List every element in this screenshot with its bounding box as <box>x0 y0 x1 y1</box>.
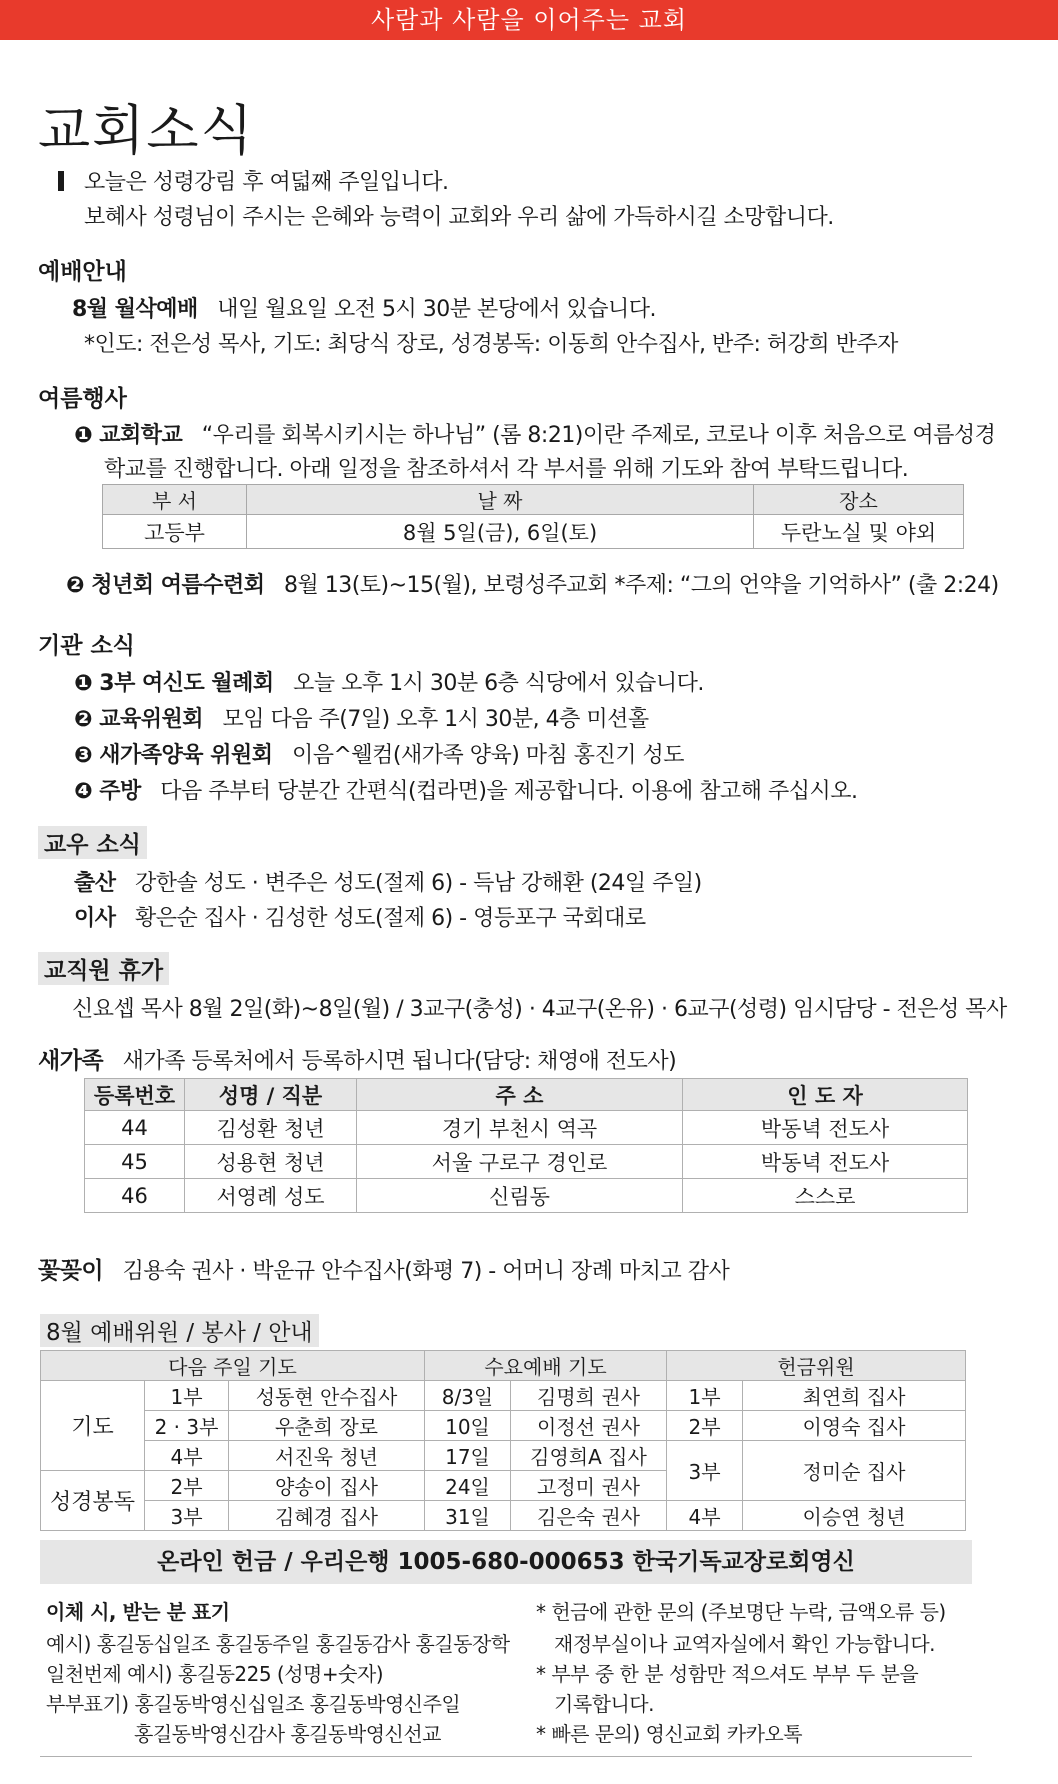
table-cell: 고등부 <box>103 515 247 549</box>
table-cell: 서진욱 청년 <box>229 1441 425 1471</box>
table-cell: 우춘희 장로 <box>229 1411 425 1441</box>
table-cell: 2부 <box>667 1411 743 1441</box>
newfamily-line <box>38 1042 676 1075</box>
servers-table <box>40 1350 966 1531</box>
table-cell: 44 <box>85 1111 185 1145</box>
org-item-label: ❸ 새가족양육 위원회 <box>74 743 273 768</box>
flowers-heading: 꽃꽂이 <box>38 1258 104 1284</box>
bottom-divider <box>40 1756 972 1757</box>
table-cell: 양송이 집사 <box>229 1471 425 1501</box>
org-item-label: ❷ 교육위원회 <box>74 707 204 732</box>
members-item-text: 황은순 집사 · 김성한 성도(절제 6) - 영등포구 국회대로 <box>135 906 646 931</box>
members-heading: 교우 소식 <box>38 826 147 859</box>
table-header: 장소 <box>754 485 964 515</box>
page-title: 교회소식 <box>38 99 255 162</box>
org-item <box>74 702 649 733</box>
members-item-text: 강한솔 성도 · 변주은 성도(절제 6) - 득남 강해환 (24일 주일) <box>135 871 702 896</box>
online-left-line: 홍길동박영신감사 홍길동박영신선교 <box>134 1722 441 1746</box>
online-left-line: 예시) 홍길동십일조 홍길동주일 홍길동감사 홍길동장학 <box>46 1632 510 1656</box>
summer-schedule-table <box>102 484 964 549</box>
org-item-text: 오늘 오후 1시 30분 6층 식당에서 있습니다. <box>293 671 704 696</box>
online-left-line: 부부표기) 홍길동박영신십일조 홍길동박영신주일 <box>46 1692 461 1716</box>
table-header-row <box>103 485 964 515</box>
table-cell: 두란노실 및 야외 <box>754 515 964 549</box>
table-cell: 31일 <box>425 1501 511 1531</box>
online-left-line: 일천번제 예시) 홍길동225 (성명+숫자) <box>46 1662 384 1686</box>
table-header: 날 짜 <box>247 485 754 515</box>
table-cell: 17일 <box>425 1441 511 1471</box>
table-header: 수요예배 기도 <box>425 1351 667 1381</box>
staff-heading: 교직원 휴가 <box>38 952 169 985</box>
intro-line-1 <box>58 165 449 196</box>
table-cell: 김영희A 집사 <box>511 1441 667 1471</box>
summer-item-2-label: ❷ 청년회 여름수련회 <box>66 573 265 598</box>
summer-item-1-text-2: 학교를 진행합니다. 아래 일정을 참조하셔서 각 부서를 위해 기도와 참여 부탁드립니다. <box>104 457 909 482</box>
online-right-line: * 헌금에 관한 문의 (주보명단 누락, 금액오류 등) <box>536 1600 946 1624</box>
newfamily-heading: 새가족 <box>38 1048 104 1074</box>
table-row <box>103 515 964 549</box>
table-cell: 성동현 안수집사 <box>229 1381 425 1411</box>
table-cell: 고정미 권사 <box>511 1471 667 1501</box>
table-row <box>85 1145 968 1179</box>
table-row <box>41 1501 966 1531</box>
worship-line <box>72 292 656 323</box>
table-cell: 정미순 집사 <box>743 1441 966 1501</box>
org-item-text: 모임 다음 주(7일) 오후 1시 30분, 4층 미션홀 <box>222 707 649 732</box>
staff-text: 신요셉 목사 8월 2일(화)~8일(월) / 3교구(충성) · 4교구(온유) · 6교구(성령) 임시담당 - 전은성 목사 <box>72 997 1007 1022</box>
table-cell: 4부 <box>667 1501 743 1531</box>
table-header: 등록번호 <box>85 1079 185 1111</box>
table-row <box>41 1381 966 1411</box>
table-cell: 24일 <box>425 1471 511 1501</box>
table-cell: 3부 <box>667 1441 743 1501</box>
table-header-row <box>85 1079 968 1111</box>
online-offering-title: 온라인 헌금 / 우리은행 1005-680-000653 한국기독교장로회영신 <box>40 1540 972 1584</box>
intro-text-1: 오늘은 성령강림 후 여덟째 주일입니다. <box>84 170 449 195</box>
members-item-label: 출산 <box>74 871 116 896</box>
table-cell: 김은숙 권사 <box>511 1501 667 1531</box>
intro-line-2: 보혜사 성령님이 주시는 은혜와 능력이 교회와 우리 삶에 가득하시길 소망합니다. <box>84 205 834 230</box>
table-cell: 박동녁 전도사 <box>683 1111 968 1145</box>
org-item-text: 이음^웰컴(새가족 양육) 마침 홍진기 성도 <box>291 743 685 768</box>
flowers-text: 김용숙 권사 · 박운규 안수집사(화평 7) - 어머니 장례 마치고 감사 <box>122 1259 730 1284</box>
servers-heading: 8월 예배위원 / 봉사 / 안내 <box>40 1314 319 1347</box>
table-cell: 박동녁 전도사 <box>683 1145 968 1179</box>
table-cell: 성용현 청년 <box>185 1145 357 1179</box>
table-row <box>41 1441 966 1471</box>
table-cell: 서울 구로구 경인로 <box>357 1145 683 1179</box>
org-item <box>74 774 857 805</box>
top-banner: 사람과 사람을 이어주는 교회 <box>0 0 1058 40</box>
org-item-label: ❹ 주방 <box>74 779 141 804</box>
table-cell: 이승연 청년 <box>743 1501 966 1531</box>
table-cell: 10일 <box>425 1411 511 1441</box>
table-cell: 스스로 <box>683 1179 968 1213</box>
table-row <box>41 1411 966 1441</box>
newfamily-text: 새가족 등록처에서 등록하시면 됩니다(담당: 채영애 전도사) <box>122 1049 677 1074</box>
summer-item-1 <box>74 418 995 449</box>
summer-item-2-text: 8월 13(토)~15(월), 보령성주교회 *주제: “그의 언약을 기억하사” (출 2:24) <box>283 573 999 598</box>
table-cell: 최연희 집사 <box>743 1381 966 1411</box>
online-left-heading: 이체 시, 받는 분 표기 <box>46 1600 230 1624</box>
table-cell: 46 <box>85 1179 185 1213</box>
org-item-label: ❶ 3부 여신도 월례회 <box>74 671 274 696</box>
flowers-line <box>38 1252 729 1285</box>
org-item-text: 다음 주부터 당분간 간편식(컵라면)을 제공합니다. 이용에 참고해 주십시오. <box>160 779 858 804</box>
table-cell: 1부 <box>145 1381 229 1411</box>
worship-heading: 예배안내 <box>38 259 127 285</box>
prayer-label: 기도 <box>41 1381 145 1471</box>
table-cell: 8/3일 <box>425 1381 511 1411</box>
table-header-row <box>41 1351 966 1381</box>
table-cell: 2 · 3부 <box>145 1411 229 1441</box>
worship-text: 내일 월요일 오전 5시 30분 본당에서 있습니다. <box>217 297 656 322</box>
table-header: 부 서 <box>103 485 247 515</box>
members-item <box>74 866 702 897</box>
table-header: 성명 / 직분 <box>185 1079 357 1111</box>
table-cell: 3부 <box>145 1501 229 1531</box>
bullet-bar-icon <box>58 171 64 191</box>
table-header: 인 도 자 <box>683 1079 968 1111</box>
table-cell: 4부 <box>145 1441 229 1471</box>
table-header: 주 소 <box>357 1079 683 1111</box>
table-header: 다음 주일 기도 <box>41 1351 425 1381</box>
table-header: 헌금위원 <box>667 1351 966 1381</box>
summer-heading: 여름행사 <box>38 386 127 412</box>
table-cell: 1부 <box>667 1381 743 1411</box>
table-cell: 김혜경 집사 <box>229 1501 425 1531</box>
members-item-label: 이사 <box>74 906 116 931</box>
reading-label: 성경봉독 <box>41 1471 145 1531</box>
online-right-line: * 부부 중 한 분 성함만 적으셔도 부부 두 분을 <box>536 1662 919 1686</box>
worship-note: *인도: 전은성 목사, 기도: 최당식 장로, 성경봉독: 이동희 안수집사, 반주: 허강희 반주자 <box>84 332 898 357</box>
org-item <box>74 738 684 769</box>
table-cell: 신림동 <box>357 1179 683 1213</box>
table-cell: 8월 5일(금), 6일(토) <box>247 515 754 549</box>
table-cell: 경기 부천시 역곡 <box>357 1111 683 1145</box>
summer-item-1-label: ❶ 교회학교 <box>74 423 183 448</box>
table-row <box>85 1179 968 1213</box>
table-cell: 이영숙 집사 <box>743 1411 966 1441</box>
table-row <box>85 1111 968 1145</box>
online-right-line: * 빠른 문의) 영신교회 카카오톡 <box>536 1722 803 1746</box>
table-cell: 2부 <box>145 1471 229 1501</box>
table-cell: 45 <box>85 1145 185 1179</box>
summer-item-2 <box>66 568 999 599</box>
org-item <box>74 666 704 697</box>
members-item <box>74 901 646 932</box>
table-cell: 이정선 권사 <box>511 1411 667 1441</box>
table-cell: 김성환 청년 <box>185 1111 357 1145</box>
online-right-line: 기록합니다. <box>554 1692 654 1716</box>
table-cell: 김명희 권사 <box>511 1381 667 1411</box>
worship-label: 8월 월삭예배 <box>72 297 198 322</box>
table-cell: 서영례 성도 <box>185 1179 357 1213</box>
online-right-line: 재정부실이나 교역자실에서 확인 가능합니다. <box>554 1632 936 1656</box>
newfamily-table <box>84 1078 968 1213</box>
summer-item-1-text: “우리를 회복시키시는 하나님” (롬 8:21)이란 주제로, 코로나 이후 처음으로 여름성경 <box>201 423 996 448</box>
org-heading: 기관 소식 <box>38 633 135 659</box>
